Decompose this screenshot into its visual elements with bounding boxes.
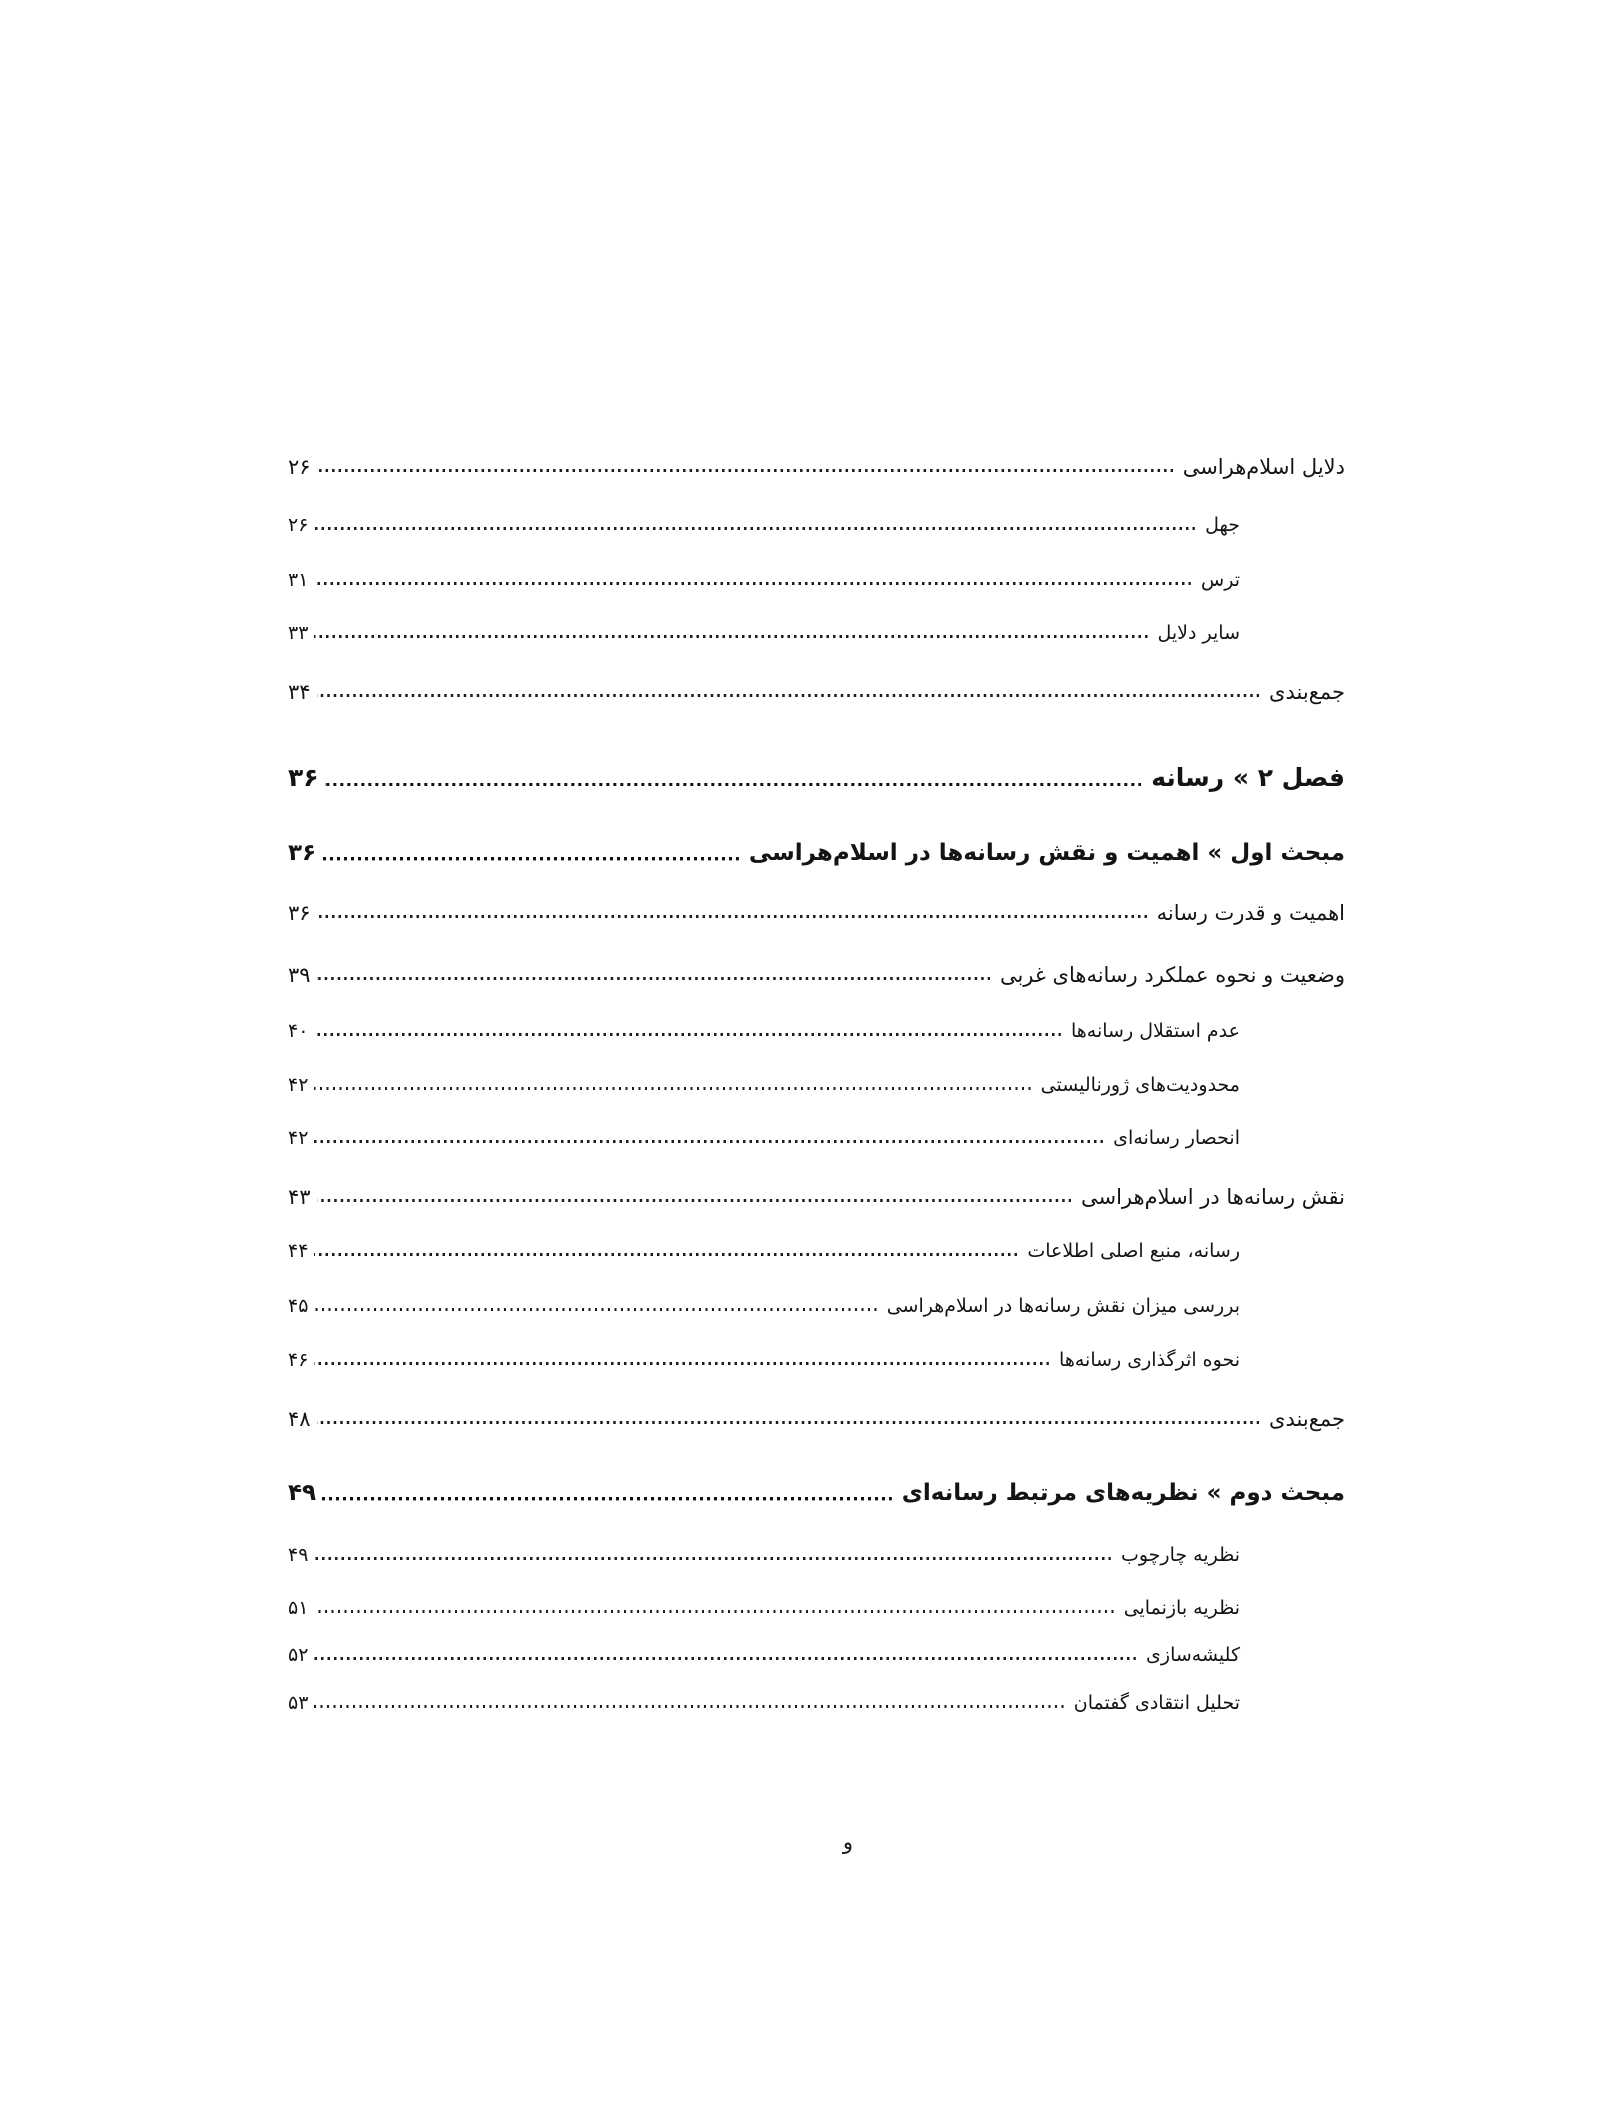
dot-leader xyxy=(314,1033,1061,1036)
toc-entry xyxy=(288,679,1345,705)
toc-entry-page: ۳۴ xyxy=(288,680,311,704)
toc-entry xyxy=(288,1240,1240,1264)
dot-leader xyxy=(317,1421,1259,1424)
toc-entry-label: سایر دلایل xyxy=(1157,622,1240,644)
toc-entry-page: ۲۶ xyxy=(288,514,309,536)
toc-entry-label: انحصار رسانه‌ای xyxy=(1113,1127,1240,1149)
toc-entry xyxy=(288,1127,1240,1151)
toc-entry-label: تحلیل انتقادی گفتمان xyxy=(1073,1692,1240,1714)
toc-entry-page: ۳۶ xyxy=(288,840,317,866)
dot-leader xyxy=(314,635,1147,638)
toc-entry xyxy=(288,1644,1240,1668)
toc-entry-label: وضعیت و نحوه عملکرد رسانه‌های غربی xyxy=(999,963,1345,987)
toc-entry-page: ۳۹ xyxy=(288,963,311,987)
toc-entry-page: ۴۰ xyxy=(288,1020,309,1042)
toc-entry xyxy=(288,1349,1240,1373)
toc-entry-label: رسانه، منبع اصلی اطلاعات xyxy=(1027,1240,1240,1262)
dot-leader xyxy=(325,783,1142,786)
toc-entry-page: ۵۲ xyxy=(288,1644,309,1666)
toc-entry xyxy=(288,569,1240,593)
toc-entry-page: ۳۳ xyxy=(288,622,309,644)
dot-leader xyxy=(314,1308,876,1311)
dot-leader xyxy=(314,1557,1111,1560)
page-number-footer: و xyxy=(842,1830,854,1854)
toc-entry-label: اهمیت و قدرت رسانه xyxy=(1156,901,1345,925)
dot-leader xyxy=(314,1362,1049,1365)
dot-leader xyxy=(317,1199,1071,1202)
dot-leader xyxy=(317,694,1259,697)
toc-entry-page: ۴۹ xyxy=(288,1544,309,1566)
toc-entry xyxy=(288,1692,1240,1716)
dot-leader xyxy=(322,1497,892,1500)
dot-leader xyxy=(317,469,1173,472)
toc-entry xyxy=(288,1544,1240,1568)
toc-entry xyxy=(288,1295,1240,1319)
toc-entry-page: ۳۶ xyxy=(288,901,311,925)
toc-entry-page: ۴۴ xyxy=(288,1240,309,1262)
dot-leader xyxy=(314,1705,1063,1708)
toc-entry xyxy=(288,1074,1240,1098)
toc-entry-label: نحوه اثرگذاری رسانه‌ها xyxy=(1059,1349,1240,1371)
dot-leader xyxy=(314,582,1191,585)
toc-entry xyxy=(288,454,1345,480)
toc-entry-page: ۲۶ xyxy=(288,455,311,479)
toc-entry-label: نظریه چارچوب xyxy=(1120,1544,1240,1566)
toc-entry xyxy=(288,514,1240,538)
toc-entry-page: ۴۲ xyxy=(288,1074,309,1096)
dot-leader xyxy=(314,1657,1136,1660)
dot-leader xyxy=(314,1087,1030,1090)
dot-leader xyxy=(314,1610,1113,1613)
toc-entry-label: ترس xyxy=(1201,569,1240,591)
toc-entry-label: مبحث اول » اهمیت و نقش رسانه‌ها در اسلام‌هراسی xyxy=(748,840,1345,866)
toc-entry-section xyxy=(288,1479,1345,1508)
toc-entry-label: فصل ۲ » رسانه xyxy=(1151,763,1345,792)
toc-entry xyxy=(288,900,1345,926)
toc-entry-page: ۵۱ xyxy=(288,1597,309,1619)
toc-entry-page: ۴۸ xyxy=(288,1407,311,1431)
toc-entry xyxy=(288,1020,1240,1044)
toc-entry xyxy=(288,1597,1240,1621)
toc-entry-page: ۴۵ xyxy=(288,1295,309,1317)
toc-entry-page: ۳۶ xyxy=(288,763,319,792)
toc-entry-label: نظریه بازنمایی xyxy=(1123,1597,1240,1619)
dot-leader xyxy=(314,1253,1017,1256)
dot-leader xyxy=(317,977,990,980)
toc-entry-page: ۴۳ xyxy=(288,1185,311,1209)
toc-entry-label: بررسی میزان نقش رسانه‌ها در اسلام‌هراسی xyxy=(886,1295,1240,1317)
toc-entry-page: ۴۶ xyxy=(288,1349,309,1371)
toc-entry-label: دلایل اسلام‌هراسی xyxy=(1182,455,1345,479)
toc-entry-page: ۵۳ xyxy=(288,1692,309,1714)
toc-entry-label: کلیشه‌سازی xyxy=(1146,1644,1240,1666)
toc-entry-label: محدودیت‌های ژورنالیستی xyxy=(1040,1074,1240,1096)
toc-entry-page: ۴۹ xyxy=(288,1480,317,1506)
toc-entry-section xyxy=(288,839,1345,868)
toc-entry-label: جمع‌بندی xyxy=(1269,680,1345,704)
dot-leader xyxy=(322,857,739,860)
toc-entry-label: جمع‌بندی xyxy=(1269,1407,1345,1431)
toc-entry-label: مبحث دوم » نظریه‌های مرتبط رسانه‌ای xyxy=(901,1480,1345,1506)
toc-entry xyxy=(288,962,1345,988)
dot-leader xyxy=(314,1140,1103,1143)
toc-entry-page: ۳۱ xyxy=(288,569,309,591)
toc-entry-page: ۴۲ xyxy=(288,1127,309,1149)
toc-entry-chapter xyxy=(288,762,1345,793)
toc-entry-label: جهل xyxy=(1205,514,1240,536)
dot-leader xyxy=(317,915,1147,918)
toc-entry xyxy=(288,1406,1345,1432)
toc-entry-label: عدم استقلال رسانه‌ها xyxy=(1070,1020,1240,1042)
toc-entry xyxy=(288,622,1240,646)
toc-entry xyxy=(288,1184,1345,1210)
toc-entry-label: نقش رسانه‌ها در اسلام‌هراسی xyxy=(1080,1185,1345,1209)
dot-leader xyxy=(314,527,1195,530)
